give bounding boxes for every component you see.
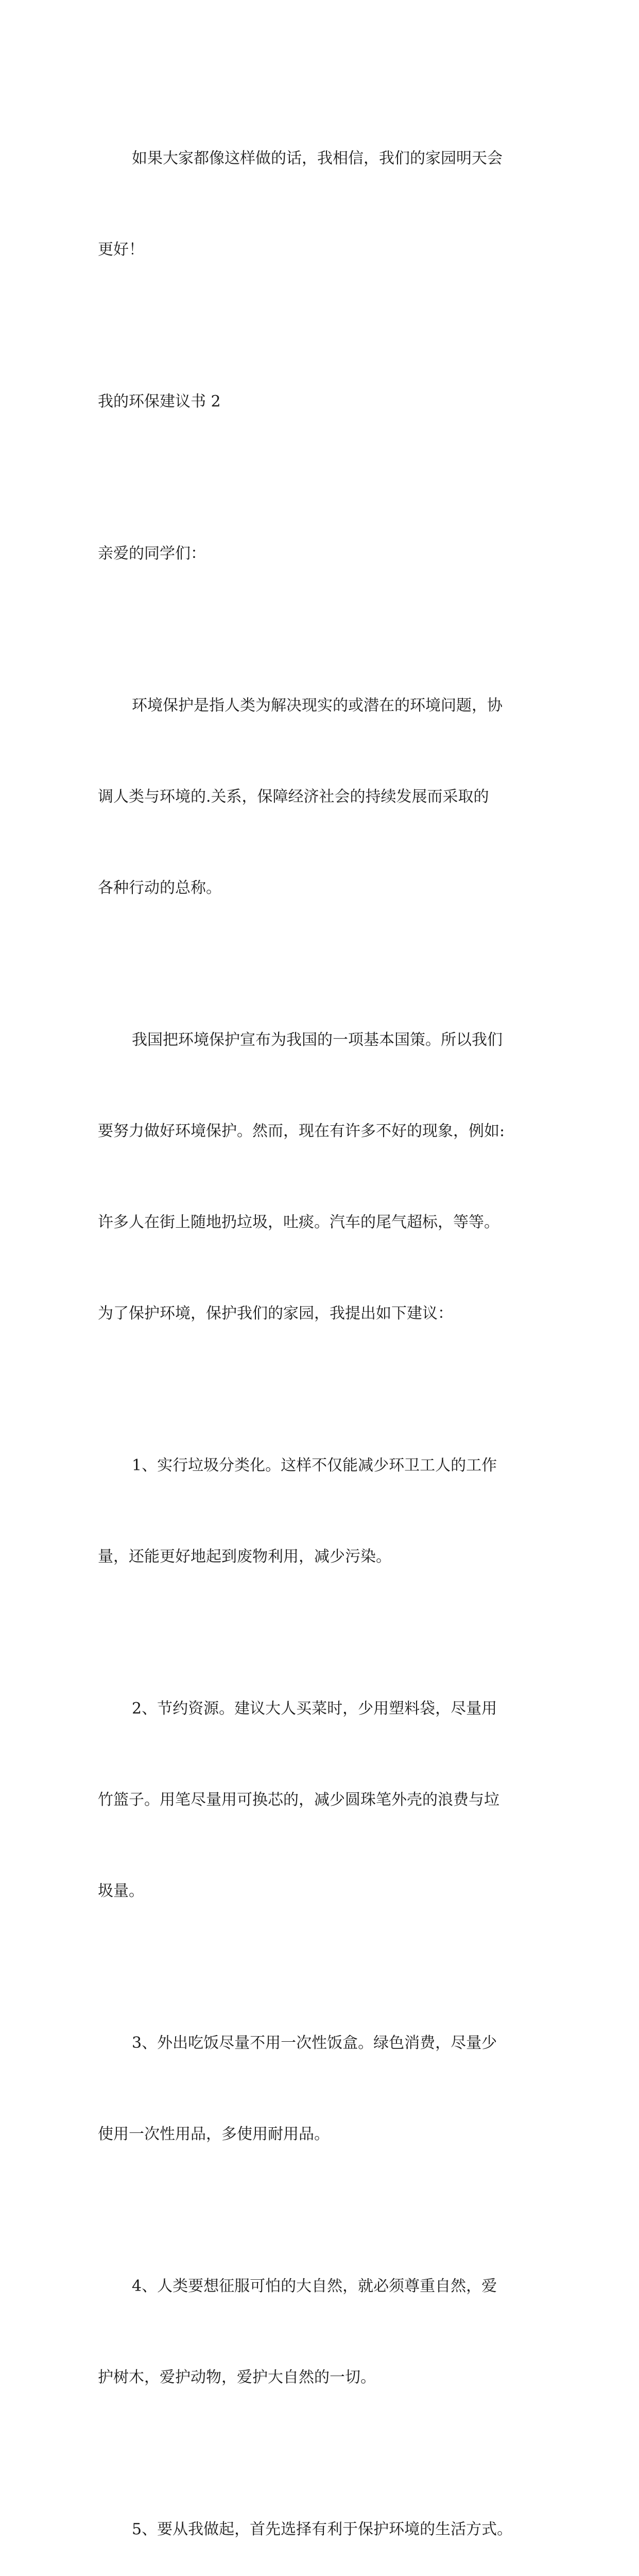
text-line: 各种行动的总称。 [98,879,221,897]
paragraph-policy [98,964,551,1389]
suggestion-1 [98,1389,551,1633]
text-line: 竹篮子。用笔尽量用可换芯的，减少圆珠笔外壳的浪费与垃 [98,1791,499,1809]
paragraph-definition [98,630,551,964]
text-line: 5、要从我做起，首先选择有利于保护环境的生活方式。 [132,2520,513,2538]
title-line: 我的环保建议书 2 [98,393,221,411]
text-line: 3、外出吃饭尽量不用一次性饭盒。绿色消费，尽量少 [132,2034,497,2052]
suggestion-5 [98,2453,551,2576]
text-line: 为了保护环境，保护我们的家园，我提出如下建议： [98,1304,453,1323]
suggestion-4 [98,2210,551,2453]
text-line: 使用一次性用品，多使用耐用品。 [98,2125,330,2143]
text-line: 环境保护是指人类为解决现实的或潜在的环境问题，协 [132,697,503,715]
text-line: 护树木，爱护动物，爱护大自然的一切。 [98,2368,376,2386]
text-line: 许多人在街上随地扔垃圾，吐痰。汽车的尾气超标，等等。 [98,1213,499,1231]
text-line: 我国把环境保护宣布为我国的一项基本国策。所以我们 [132,1031,503,1049]
suggestion-2 [98,1633,551,1967]
text-line: 要努力做好环境保护。然而，现在有许多不好的现象，例如: [98,1122,505,1140]
salutation-line: 亲爱的同学们： [98,545,206,563]
document-body [98,82,551,2576]
text-line: 1、实行垃圾分类化。这样不仅能减少环卫工人的工作 [132,1456,497,1475]
text-line: 更好！ [98,241,144,259]
suggestion-3 [98,1967,551,2210]
text-line: 2、节约资源。建议大人买菜时，少用塑料袋，尽量用 [132,1700,497,1718]
section-title [98,326,551,478]
text-line: 量，还能更好地起到废物利用，减少污染。 [98,1548,391,1566]
salutation [98,478,551,630]
text-line: 调人类与环境的.关系，保障经济社会的持续发展而采取的 [98,788,489,806]
paragraph-closing-hope [98,82,551,326]
text-line: 如果大家都像这样做的话，我相信，我们的家园明天会 [132,149,503,167]
text-line: 圾量。 [98,1882,144,1900]
text-line: 4、人类要想征服可怕的大自然，就必须尊重自然，爱 [132,2277,497,2295]
